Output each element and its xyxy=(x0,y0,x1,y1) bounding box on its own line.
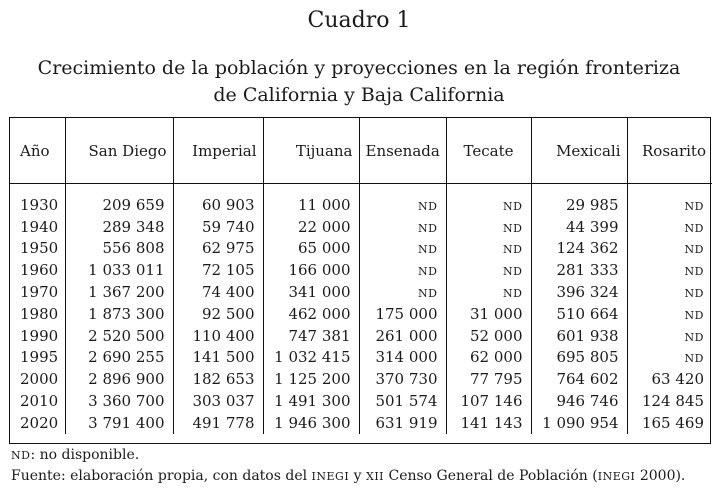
cell-imperial: 72 105 xyxy=(202,261,255,280)
cell-rosarito: 63 420 xyxy=(651,370,704,389)
cell-year: 1970 xyxy=(20,283,59,302)
spacer-row xyxy=(10,184,712,195)
cell-year: 2000 xyxy=(20,370,59,389)
population-table xyxy=(9,117,711,444)
column-header-tecate: Tecate xyxy=(446,118,531,184)
header-row xyxy=(10,118,712,184)
footnote-source xyxy=(11,468,685,484)
column-header-tijuana: Tijuana xyxy=(263,118,359,184)
footnote-nd-abbr: ND xyxy=(11,449,31,462)
cell-ensenada: 501 574 xyxy=(375,392,438,411)
source-mid-2: Censo General de Población ( xyxy=(384,468,598,484)
cell-imperial: 74 400 xyxy=(202,283,255,302)
source-xii: XII xyxy=(366,470,385,483)
cell-san-diego: 1 367 200 xyxy=(88,283,165,302)
cell-imperial: 62 975 xyxy=(202,239,255,258)
cell-mexicali: 29 985 xyxy=(566,195,619,214)
cell-tijuana: 747 381 xyxy=(288,326,351,345)
cell-tijuana: 1 125 200 xyxy=(274,370,351,389)
cell-rosarito: 124 845 xyxy=(641,392,704,411)
cell-tecate: ND xyxy=(503,265,523,279)
cell-tijuana: 1 491 300 xyxy=(274,392,351,411)
cell-mexicali: 281 333 xyxy=(556,261,619,280)
cell-year: 1995 xyxy=(20,348,59,367)
cell-ensenada: 314 000 xyxy=(375,348,438,367)
cell-imperial: 303 037 xyxy=(192,392,255,411)
cell-ensenada: 370 730 xyxy=(375,370,438,389)
table-number: Cuadro 1 xyxy=(307,8,411,33)
cell-year: 1990 xyxy=(20,326,59,345)
cell-tijuana: 462 000 xyxy=(288,304,351,323)
table-row xyxy=(10,259,712,281)
source-prefix: Fuente: elaboración propia, con datos del xyxy=(11,468,312,484)
cell-tecate: 107 146 xyxy=(460,392,523,411)
column-header-rosarito: Rosarito xyxy=(627,118,712,184)
table-row xyxy=(10,216,712,238)
cell-tijuana: 65 000 xyxy=(298,239,351,258)
table-row xyxy=(10,238,712,260)
cell-year: 1960 xyxy=(20,261,59,280)
source-suffix: 2000). xyxy=(635,468,686,484)
cell-rosarito: ND xyxy=(684,352,704,366)
cell-tecate: ND xyxy=(503,221,523,235)
cell-san-diego: 3 791 400 xyxy=(88,413,165,432)
cell-mexicali: 396 324 xyxy=(556,283,619,302)
table-row xyxy=(10,390,712,412)
cell-imperial: 60 903 xyxy=(202,195,255,214)
table-row xyxy=(10,347,712,369)
column-header-san-diego: San Diego xyxy=(65,118,173,184)
cell-rosarito: 165 469 xyxy=(641,413,704,432)
cell-mexicali: 764 602 xyxy=(556,370,619,389)
cell-san-diego: 556 808 xyxy=(102,239,165,258)
cell-tecate: ND xyxy=(503,243,523,257)
cell-ensenada: ND xyxy=(418,287,438,301)
cell-rosarito: ND xyxy=(684,199,704,213)
cell-year: 1930 xyxy=(20,195,59,214)
cell-tecate: ND xyxy=(503,287,523,301)
cell-year: 2020 xyxy=(20,413,59,432)
cell-ensenada: ND xyxy=(418,221,438,235)
cell-san-diego: 289 348 xyxy=(102,217,165,236)
cell-imperial: 491 778 xyxy=(192,413,255,432)
cell-ensenada: ND xyxy=(418,243,438,257)
cell-ensenada: 175 000 xyxy=(375,304,438,323)
cell-tecate: 141 143 xyxy=(460,413,523,432)
cell-san-diego: 2 896 900 xyxy=(88,370,165,389)
cell-san-diego: 2 690 255 xyxy=(88,348,165,367)
source-inegi: INEGI xyxy=(311,470,350,483)
cell-rosarito: ND xyxy=(684,287,704,301)
cell-san-diego: 1 033 011 xyxy=(88,261,165,280)
cell-mexicali: 124 362 xyxy=(556,239,619,258)
cell-mexicali: 510 664 xyxy=(556,304,619,323)
column-header-ensenada: Ensenada xyxy=(359,118,446,184)
cell-ensenada: 631 919 xyxy=(375,413,438,432)
table-row xyxy=(10,368,712,390)
cell-imperial: 141 500 xyxy=(192,348,255,367)
table-row xyxy=(10,303,712,325)
cell-rosarito: ND xyxy=(684,243,704,257)
cell-tijuana: 1 946 300 xyxy=(274,413,351,432)
cell-imperial: 182 653 xyxy=(192,370,255,389)
table-title-line-1: Crecimiento de la población y proyecciones en la región fronteriza xyxy=(37,57,681,79)
table-row xyxy=(10,194,712,216)
footnote-nd xyxy=(11,447,139,463)
cell-tecate: 52 000 xyxy=(470,326,523,345)
cell-ensenada: ND xyxy=(418,265,438,279)
cell-imperial: 59 740 xyxy=(202,217,255,236)
cell-tijuana: 1 032 415 xyxy=(274,348,351,367)
cell-rosarito: ND xyxy=(684,265,704,279)
table-title-line-2: de California y Baja California xyxy=(213,84,505,106)
table-row xyxy=(10,412,712,434)
cell-mexicali: 1 090 954 xyxy=(542,413,619,432)
cell-tecate: 31 000 xyxy=(470,304,523,323)
table-body xyxy=(10,184,712,434)
cell-ensenada: 261 000 xyxy=(375,326,438,345)
cell-san-diego: 1 873 300 xyxy=(88,304,165,323)
cell-mexicali: 946 746 xyxy=(556,392,619,411)
table-row xyxy=(10,325,712,347)
source-mid-1: y xyxy=(349,468,366,484)
cell-rosarito: ND xyxy=(684,221,704,235)
cell-imperial: 92 500 xyxy=(202,304,255,323)
source-inegi-2: INEGI xyxy=(597,470,636,483)
cell-tijuana: 166 000 xyxy=(288,261,351,280)
cell-ensenada: ND xyxy=(418,199,438,213)
cell-year: 1940 xyxy=(20,217,59,236)
cell-mexicali: 601 938 xyxy=(556,326,619,345)
footnote-nd-text: : no disponible. xyxy=(30,447,140,463)
cell-tijuana: 11 000 xyxy=(298,195,351,214)
cell-year: 2010 xyxy=(20,392,59,411)
cell-year: 1980 xyxy=(20,304,59,323)
cell-mexicali: 695 805 xyxy=(556,348,619,367)
cell-mexicali: 44 399 xyxy=(566,217,619,236)
cell-year: 1950 xyxy=(20,239,59,258)
cell-san-diego: 2 520 500 xyxy=(88,326,165,345)
cell-rosarito: ND xyxy=(684,308,704,322)
column-header-mexicali: Mexicali xyxy=(531,118,627,184)
cell-imperial: 110 400 xyxy=(192,326,255,345)
cell-san-diego: 3 360 700 xyxy=(88,392,165,411)
column-header-imperial: Imperial xyxy=(173,118,263,184)
cell-tecate: ND xyxy=(503,199,523,213)
table-row xyxy=(10,281,712,303)
cell-tecate: 77 795 xyxy=(470,370,523,389)
cell-san-diego: 209 659 xyxy=(102,195,165,214)
cell-rosarito: ND xyxy=(684,330,704,344)
cell-tijuana: 22 000 xyxy=(298,217,351,236)
cell-tecate: 62 000 xyxy=(470,348,523,367)
column-header-year: Año xyxy=(10,118,65,184)
population-table-grid xyxy=(10,118,712,434)
cell-tijuana: 341 000 xyxy=(288,283,351,302)
